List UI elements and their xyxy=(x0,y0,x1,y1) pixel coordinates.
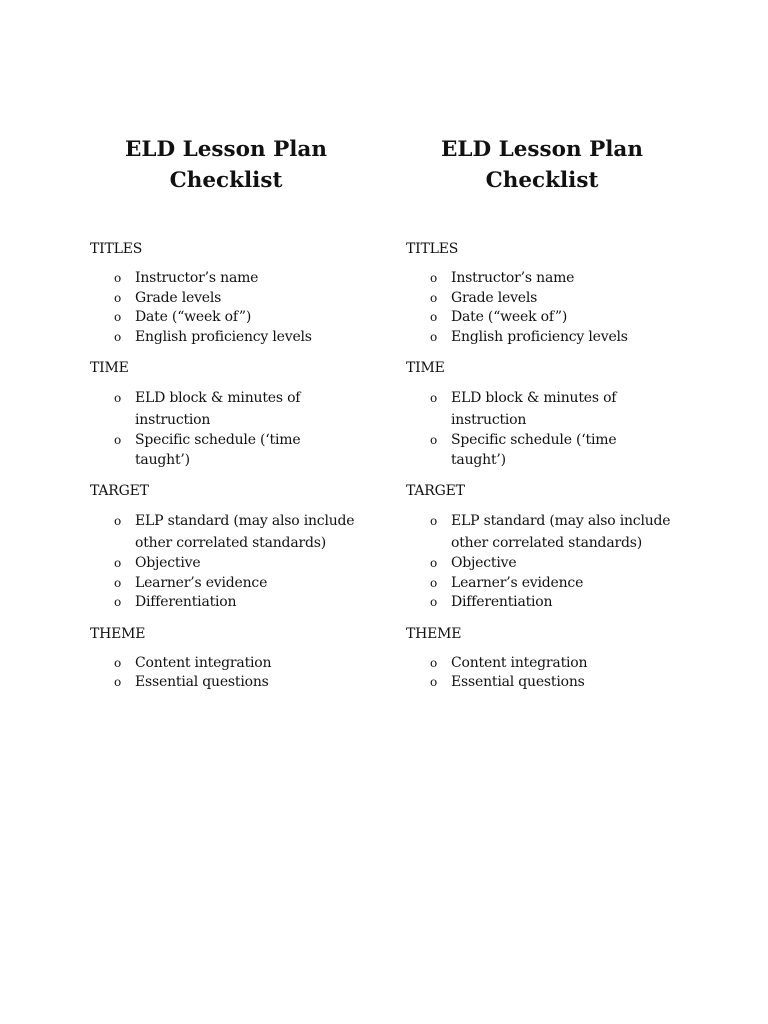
titles-list xyxy=(406,269,706,347)
list-item-text: ELP standard (may also include other correlated standards) xyxy=(451,513,671,551)
list-item xyxy=(406,269,671,289)
list-item xyxy=(406,654,671,674)
bullet-marker: o xyxy=(430,271,438,285)
list-item-text: Specific schedule (‘time taught’) xyxy=(451,432,617,468)
list-item xyxy=(406,511,671,554)
list-item xyxy=(406,328,671,348)
list-item-text: Essential questions xyxy=(451,674,585,690)
list-item xyxy=(90,269,355,289)
section-heading-theme: THEME xyxy=(90,625,146,642)
list-item-text: Objective xyxy=(135,555,201,571)
bullet-marker: o xyxy=(114,556,122,570)
list-item xyxy=(406,574,671,594)
checklist-column-right xyxy=(406,134,706,693)
bullet-marker: o xyxy=(114,290,122,305)
bullet-marker: o xyxy=(430,575,438,590)
list-item-text: Content integration xyxy=(451,654,588,671)
list-item xyxy=(406,593,671,613)
list-item xyxy=(90,328,355,348)
section-heading-time: TIME xyxy=(406,360,445,376)
list-item xyxy=(90,289,355,309)
bullet-marker: o xyxy=(114,433,122,447)
bullet-marker: o xyxy=(114,329,122,344)
bullet-marker: o xyxy=(430,655,438,670)
checklist-column-left xyxy=(90,134,390,693)
bullet-marker: o xyxy=(114,271,122,285)
list-item xyxy=(90,654,355,674)
list-item-text: Grade levels xyxy=(135,289,222,306)
section-heading-time: TIME xyxy=(90,360,129,376)
target-list xyxy=(406,511,706,613)
title-line-2: Checklist xyxy=(169,168,283,193)
section-heading-target: TARGET xyxy=(406,483,465,499)
list-item xyxy=(406,388,671,431)
section-heading-theme: THEME xyxy=(406,625,462,642)
title-line-1: ELD Lesson Plan xyxy=(441,137,643,162)
list-item xyxy=(406,289,671,309)
checklist-title xyxy=(406,134,678,196)
list-item-text: Specific schedule (‘time taught’) xyxy=(135,432,301,468)
list-item-text: Content integration xyxy=(135,654,272,671)
list-item xyxy=(406,673,671,693)
list-item-text: Date (“week of”) xyxy=(135,309,252,325)
bullet-marker: o xyxy=(430,329,438,344)
title-line-2: Checklist xyxy=(485,168,599,193)
time-list xyxy=(406,388,706,470)
bullet-marker: o xyxy=(114,514,122,528)
bullet-marker: o xyxy=(114,575,122,590)
list-item-text: Learner’s evidence xyxy=(451,574,584,591)
time-list xyxy=(90,388,390,470)
list-item-text: Learner’s evidence xyxy=(135,574,268,591)
titles-list xyxy=(90,269,390,347)
list-item xyxy=(90,431,355,470)
bullet-marker: o xyxy=(114,675,122,689)
list-item-text: Grade levels xyxy=(451,289,538,306)
list-item-text: Essential questions xyxy=(135,674,269,690)
list-item-text: English proficiency levels xyxy=(451,328,628,345)
theme-list xyxy=(90,654,390,693)
list-item-text: Instructor’s name xyxy=(451,270,575,286)
theme-list xyxy=(406,654,706,693)
bullet-marker: o xyxy=(430,391,438,405)
list-item-text: English proficiency levels xyxy=(135,328,312,345)
list-item xyxy=(406,554,671,574)
bullet-marker: o xyxy=(430,514,438,528)
list-item-text: Objective xyxy=(451,555,517,571)
list-item xyxy=(90,511,355,554)
bullet-marker: o xyxy=(430,433,438,447)
list-item-text: Differentiation xyxy=(135,594,237,610)
bullet-marker: o xyxy=(430,556,438,570)
bullet-marker: o xyxy=(114,655,122,670)
section-heading-titles: TITLES xyxy=(406,241,459,257)
list-item xyxy=(90,593,355,613)
section-heading-target: TARGET xyxy=(90,483,149,499)
list-item-text: Date (“week of”) xyxy=(451,309,568,325)
bullet-marker: o xyxy=(430,290,438,305)
bullet-marker: o xyxy=(430,675,438,689)
bullet-marker: o xyxy=(430,310,438,324)
list-item xyxy=(406,431,671,470)
list-item xyxy=(90,554,355,574)
bullet-marker: o xyxy=(430,595,438,609)
list-item-text: ELD block & minutes of instruction xyxy=(135,390,301,428)
list-item xyxy=(90,574,355,594)
list-item xyxy=(90,673,355,693)
list-item-text: ELD block & minutes of instruction xyxy=(451,390,617,428)
bullet-marker: o xyxy=(114,310,122,324)
list-item xyxy=(90,308,355,328)
target-list xyxy=(90,511,390,613)
list-item xyxy=(406,308,671,328)
bullet-marker: o xyxy=(114,595,122,609)
list-item-text: Differentiation xyxy=(451,594,553,610)
list-item xyxy=(90,388,355,431)
section-heading-titles: TITLES xyxy=(90,241,143,257)
title-line-1: ELD Lesson Plan xyxy=(125,137,327,162)
bullet-marker: o xyxy=(114,391,122,405)
list-item-text: ELP standard (may also include other correlated standards) xyxy=(135,513,355,551)
list-item-text: Instructor’s name xyxy=(135,270,259,286)
checklist-title xyxy=(90,134,362,196)
